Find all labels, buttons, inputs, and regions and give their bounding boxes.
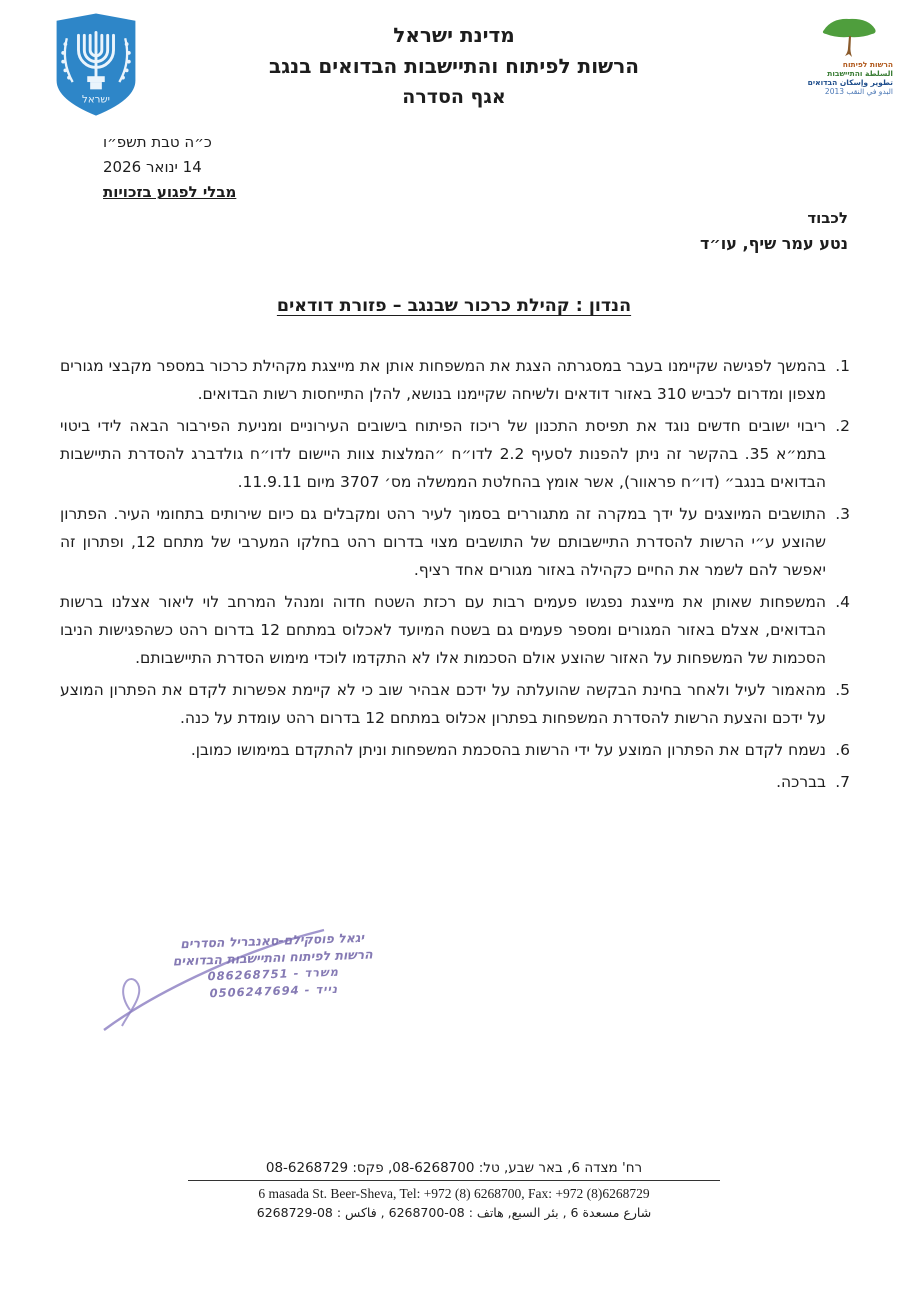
stamp-name-line: יגאל פוסקילם-סאנבריל הסדרים	[179, 929, 365, 952]
without-prejudice-notice: מבלי לפגוע בזכויות	[103, 183, 237, 201]
paragraph-text: ריבוי ישובים חדשים נוגד את תפיסת התכנון של ריכוז הפיתוח בישובים העירוניים ומניעת הפירבור הבאה לידי ביטוי בתמ״א 35. בהקשר זה ניתן להפנות לסעיף 2.2 לדו״ח ״המלצות צוות היישום לדו״ח גולדברג להסדרת התיישבות הבדואים בנגב״ (דו״ח פראוור), אשר אומץ בהחלטת הממשלה מס׳ 3707 מיום 11.9.11.	[60, 417, 826, 491]
paragraph-text: המשפחות שאותן את מייצגת נפגשו פעמים רבות עם רכזת השטח חדוה ומנהל המרחב לוי ליאור אצלנו ברשות הבדואים, אצלם באזור המגורים ומספר פעמים גם בשטח המיועד לאכלוס במתחם 12 בדרום רהט כשהפגישות הניבו הסכמות של המשפחות על האזור שהוצע אולם הסכמות אלו לא התקדמו לוכדי מימוש הסדרת התיישבותם.	[60, 593, 826, 667]
logo-text-line2: السلطة והתיישבות	[827, 69, 893, 78]
paragraph-number: 4.	[835, 593, 850, 611]
logo-text-line3: تطوير وإسكان הבדואים	[807, 78, 893, 87]
paragraph-number: 3.	[835, 505, 850, 523]
footer-divider	[188, 1180, 720, 1181]
paragraph-number: 7.	[835, 773, 850, 791]
paragraph-2	[58, 412, 850, 496]
letterhead	[0, 20, 908, 113]
svg-text:ישראל: ישראל	[82, 94, 110, 106]
paragraph-number: 2.	[835, 417, 850, 435]
stamp-mobile-phone: נייד - 0506247694	[209, 981, 339, 1001]
paragraph-text: בהמשך לפגישה שקיימנו בעבר במסגרתה הצגת את המשפחות אותן את מייצגת מקהילת כרכור במספר מקבצי מגורים מצפון ומדרום לכביש 310 באזור דודאים ולשיחה שקיימנו בנושא, להלן התייחסות רשות הבדואים.	[60, 357, 826, 403]
logo-text-line4: البدو في النقب 2013	[824, 87, 893, 96]
logo-text-line1: הרשות לפיתוח	[842, 60, 893, 69]
paragraph-text: בברכה.	[776, 773, 826, 791]
letter-body	[58, 352, 850, 800]
paragraph-4	[58, 588, 850, 672]
authority-name: הרשות לפיתוח והתיישבות הבדואים בנגב	[269, 54, 639, 78]
footer	[0, 1158, 908, 1223]
paragraph-number: 5.	[835, 681, 850, 699]
footer-address-arabic: شارع مسعدة 6 , بئر السبع, هاتف : 08-6268700 , فاكس : 08-6268729	[256, 1205, 652, 1220]
state-name: מדינת ישראל	[393, 23, 515, 47]
division-name: אגף הסדרה	[402, 86, 506, 108]
paragraph-5	[58, 676, 850, 732]
office-stamp	[107, 926, 439, 1005]
recipient-block	[700, 205, 848, 257]
recipient-salutation: לכבוד	[807, 209, 848, 227]
paragraph-3	[58, 500, 850, 584]
stamp-office-phone: משרד - 086268751	[207, 964, 340, 984]
paragraph-text: נשמח לקדם את הפתרון המוצע על ידי הרשות בהסכמת המשפחות וניתן להתקדם במימושו כמובן.	[190, 741, 826, 759]
paragraph-text: התושבים המיוצגים על ידך במקרה זה מתגוררים בסמוך לעיר רהט ומקבלים גם כיום שירותים בתחומי העיר. הפתרון שהוצע ע״י הרשות להסדרת התיישבותם של התושבים מצוי בדרום רהט בחלקו המערבי של מתחם 12, ופתרון זה יאפשר להם לשמר את החיים כקהילה באזור מגורים אחד רציף.	[60, 505, 826, 579]
recipient-name: נטע עמר שיף, עו״ד	[700, 234, 848, 253]
paragraph-7	[58, 768, 850, 796]
paragraph-text: מהאמור לעיל ולאחר בחינת הבקשה שהועלתה על ידכם אבהיר שוב כי לא קיימת אפשרות לקדם את הפתרון המוצע על ידכם והצעת הרשות להסדרת המשפחות בפתרון אכלוס במתחם 12 בדרום רהט עומדת על כנה.	[60, 681, 826, 727]
paragraph-number: 6.	[835, 741, 850, 759]
acacia-tree-icon	[818, 16, 880, 60]
paragraph-6	[58, 736, 850, 764]
footer-address-english: 6 masada St. Beer-Sheva, Tel: +972 (8) 6268700, Fax: +972 (8)6268729	[258, 1186, 650, 1201]
subject-line: הנדון : קהילת כרכור שבנגב – פזורת דודאים	[276, 296, 632, 316]
authority-logo	[799, 16, 899, 96]
stamp-authority-line: הרשות לפיתוח והתיישבות הבדואים	[172, 946, 373, 969]
paragraph-number: 1.	[835, 357, 850, 375]
hebrew-date: כ״ה טבת תשפ״ו	[103, 133, 212, 151]
footer-address-hebrew: רח' מצדה 6, באר שבע, טל: 08-6268700, פקס: 08-6268729	[265, 1160, 643, 1176]
date-block	[103, 130, 236, 205]
gregorian-date: 14 ינואר 2026	[103, 158, 202, 176]
paragraph-1	[58, 352, 850, 408]
